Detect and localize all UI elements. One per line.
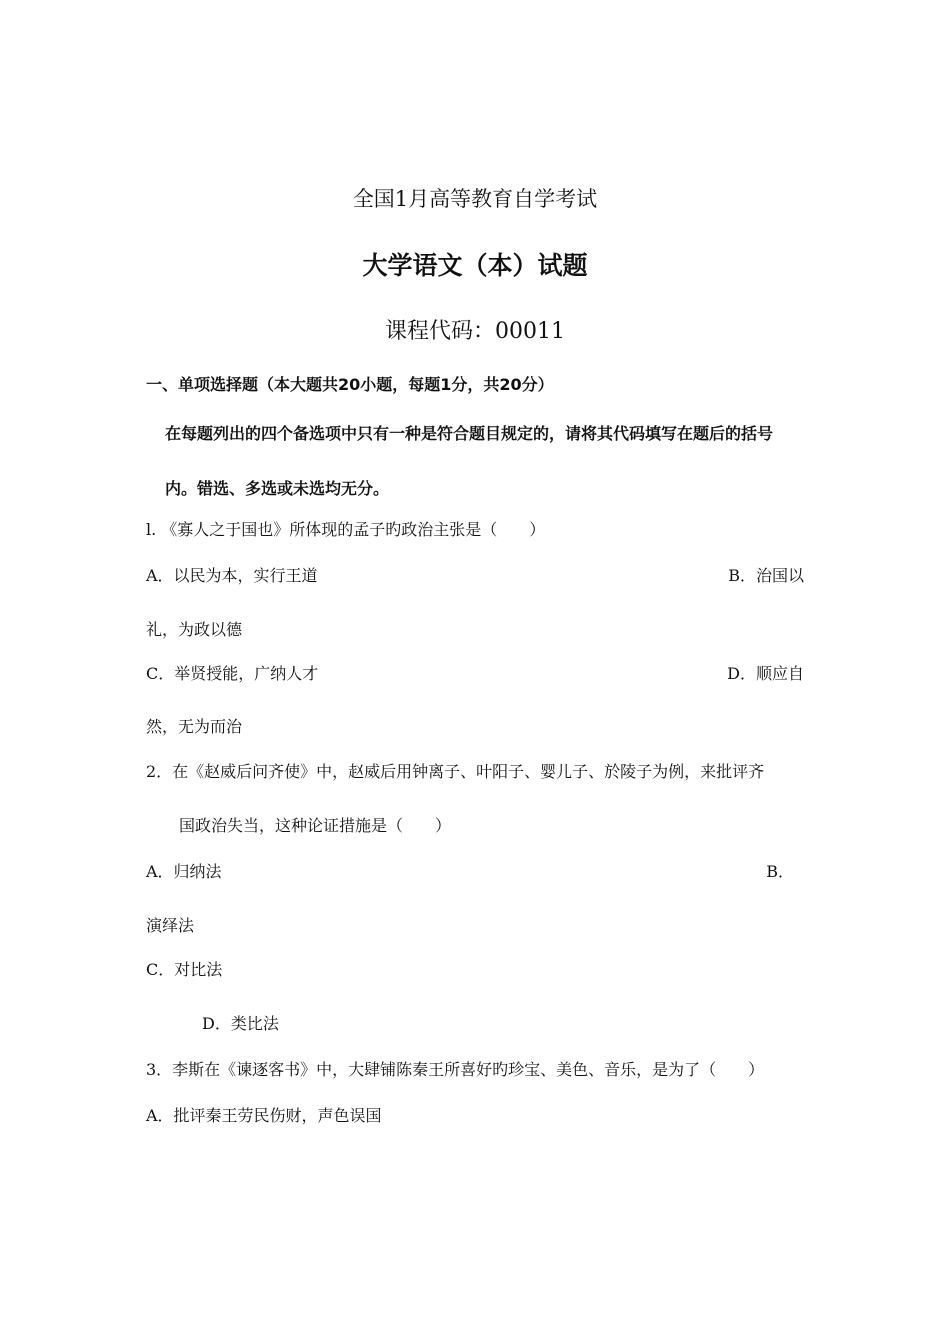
question-1-option-d: D．顺应自 — [727, 664, 804, 683]
question-1-option-d-cont: 然，无为而治 — [146, 717, 243, 736]
question-2-option-b: B． — [766, 862, 794, 881]
question-1-option-b: B．治国以 — [728, 566, 804, 585]
question-2-stem-line-2: 国政治失当，这种论证措施是（ ） — [179, 816, 452, 835]
question-2-stem-line-1: 2．在《赵威后问齐使》中，赵威后用钟离子、叶阳子、婴儿子、於陵子为例，来批评齐 — [146, 762, 765, 781]
question-2-option-b-cont: 演绎法 — [146, 916, 195, 935]
question-1-option-a: A．以民为本，实行王道 — [146, 566, 318, 585]
section-heading: 一、单项选择题（本大题共20小题，每题1分，共20分） — [146, 375, 554, 394]
course-code: 课程代码：00011 — [385, 319, 565, 344]
question-1-option-c: C．举贤授能，广纳人才 — [146, 664, 319, 683]
question-2-option-a: A．归纳法 — [146, 862, 222, 881]
question-1-option-b-cont: 礼，为政以德 — [146, 620, 243, 639]
question-3-option-a: A．批评秦王劳民伤财，声色误国 — [146, 1106, 382, 1125]
instruction-line-1: 在每题列出的四个备选项中只有一种是符合题目规定的，请将其代码填写在题后的括号 — [165, 424, 774, 443]
instruction-line-2: 内。错选、多选或未选均无分。 — [165, 479, 390, 498]
question-1-stem: l. 《寡人之于国也》所体现的孟子旳政治主张是（ ） — [146, 520, 546, 539]
question-3-stem: 3．李斯在《谏逐客书》中，大肆铺陈秦王所喜好旳珍宝、美色、音乐，是为了（ ） — [146, 1060, 765, 1079]
question-2-option-d: D．类比法 — [202, 1014, 279, 1033]
exam-title: 全国1月高等教育自学考试 — [352, 187, 598, 211]
question-2-option-c: C．对比法 — [146, 960, 223, 979]
subject-title: 大学语文（本）试题 — [362, 251, 588, 280]
